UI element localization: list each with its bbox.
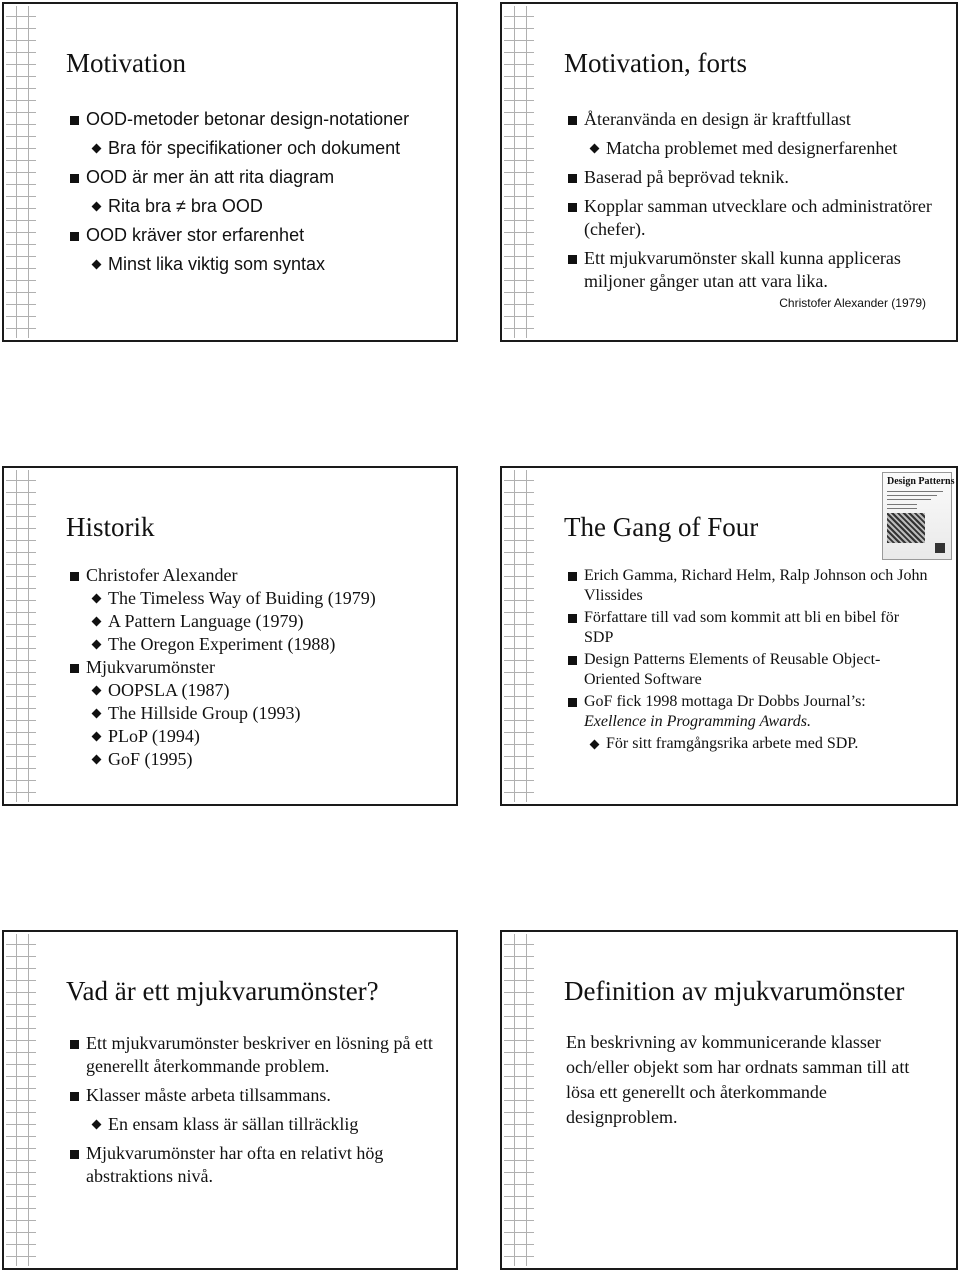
book-cover-art (887, 513, 925, 543)
bullet-item: Klasser måste arbeta tillsammans. (68, 1084, 436, 1107)
bullet-item: OOD kräver stor erfarenhet (68, 224, 442, 247)
sub-bullet-item: Bra för specifikationer och dokument (68, 137, 442, 160)
bullet-list (566, 108, 942, 299)
sub-bullet-item: För sitt framgångsrika arbete med SDP. (566, 734, 932, 754)
slide-title: Vad är ett mjukvarumönster? (66, 976, 379, 1006)
slide-edge-pattern (6, 934, 36, 1266)
bullet-item: Författare till vad som kommit att bli en bibel för SDP (566, 608, 932, 648)
bullet-item: Återanvända en design är kraftfullast (566, 108, 942, 131)
slide-edge-pattern (6, 470, 36, 802)
slide-motivation-forts (500, 2, 958, 342)
slide-edge-pattern (6, 6, 36, 338)
sub-bullet-item: OOPSLA (1987) (68, 679, 442, 702)
bullet-list (68, 108, 442, 282)
bullet-item: Design Patterns Elements of Reusable Object-Oriented Software (566, 650, 932, 690)
slide-title: The Gang of Four (564, 512, 759, 542)
bullet-item: Kopplar samman utvecklare och administratörer (chefer). (566, 195, 942, 241)
citation: Christofer Alexander (1979) (779, 296, 926, 310)
award-name: Exellence in Programming Awards. (584, 713, 811, 730)
bullet-item: Ett mjukvarumönster skall kunna appliceras miljoner gånger utan att vara lika. (566, 247, 942, 293)
bullet-item: OOD-metoder betonar design-notationer (68, 108, 442, 131)
book-cover-image (882, 472, 955, 560)
bullet-item: GoF fick 1998 mottaga Dr Dobbs Journal’s: Exellence in Programming Awards. (566, 692, 932, 732)
sub-bullet-item: En ensam klass är sällan tillräcklig (68, 1113, 436, 1136)
bullet-item: Mjukvarumönster (68, 656, 442, 679)
sub-bullet-item: The Oregon Experiment (1988) (68, 633, 442, 656)
sub-bullet-item: PLoP (1994) (68, 725, 442, 748)
slide-edge-pattern (504, 6, 534, 338)
slide-definition (500, 930, 958, 1270)
bullet-item: OOD är mer än att rita diagram (68, 166, 442, 189)
bullet-item: Ett mjukvarumönster beskriver en lösning på ett generellt återkommande problem. (68, 1032, 436, 1078)
slide-title: Motivation, forts (564, 48, 747, 78)
sub-bullet-item: GoF (1995) (68, 748, 442, 771)
slide-motivation (2, 2, 458, 342)
slide-vad-ar-mjukvarumonster (2, 930, 458, 1270)
sub-bullet-item: The Timeless Way of Buiding (1979) (68, 587, 442, 610)
bullet-list (68, 1032, 436, 1194)
slide-edge-pattern (504, 470, 534, 802)
sub-bullet-item: The Hillside Group (1993) (68, 702, 442, 725)
bullet-item: Christofer Alexander (68, 564, 442, 587)
bullet-item: Mjukvarumönster har ofta en relativt hög abstraktions nivå. (68, 1142, 436, 1188)
slide-historik (2, 466, 458, 806)
sub-bullet-item: Matcha problemet med designerfarenhet (566, 137, 942, 160)
sub-bullet-item: Rita bra ≠ bra OOD (68, 195, 442, 218)
bullet-item: Baserad på beprövad teknik. (566, 166, 942, 189)
definition-paragraph: En beskrivning av kommunicerande klasser och/eller objekt som har ordnats samman till att lösa ett generellt och återkommande designproblem. (566, 1032, 910, 1127)
slide-title: Definition av mjukvarumönster (564, 976, 905, 1006)
sub-bullet-item: A Pattern Language (1979) (68, 610, 442, 633)
bullet-item: Erich Gamma, Richard Helm, Ralp Johnson och John Vlissides (566, 566, 932, 606)
slide-edge-pattern (504, 934, 534, 1266)
slide-title: Historik (66, 512, 155, 542)
bullet-list (68, 564, 442, 771)
sub-bullet-item: Minst lika viktig som syntax (68, 253, 442, 276)
book-title: Design Patterns (887, 476, 955, 487)
slide-gang-of-four (500, 466, 958, 806)
slide-title: Motivation (66, 48, 186, 78)
bullet-list (566, 566, 932, 756)
